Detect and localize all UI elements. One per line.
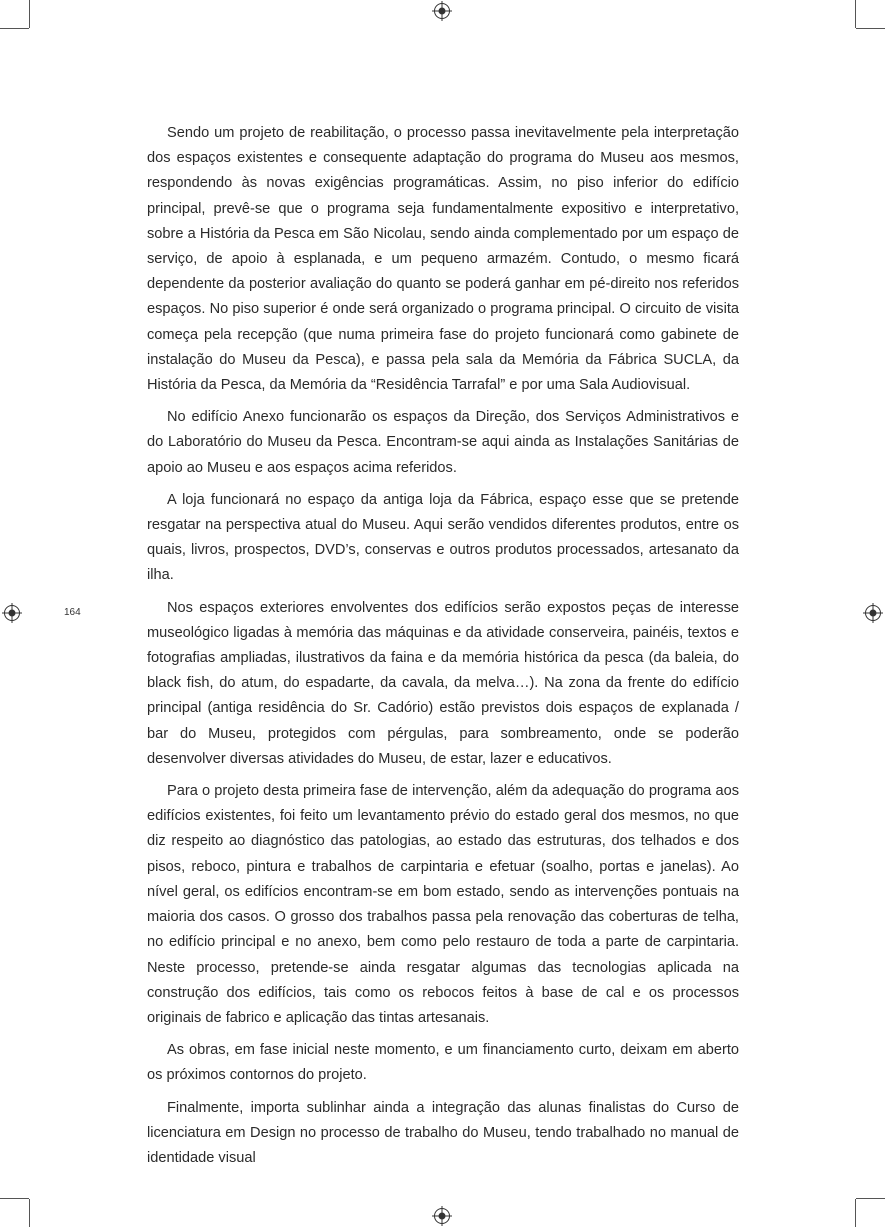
crop-mark-bottom-left-vertical — [29, 1199, 30, 1227]
registration-mark-top-icon — [434, 3, 450, 19]
crop-mark-bottom-right-vertical — [855, 1199, 856, 1227]
crop-mark-bottom-right-horizontal — [856, 1198, 885, 1199]
paragraph-2: No edifício Anexo funcionarão os espaços da Direção, dos Serviços Administrativos e do Laboratório do Museu da Pesca. Encontram-se aqui ainda as Instalações Sanitárias de apoio ao Museu e aos espaços acima referidos. — [147, 409, 739, 476]
crop-mark-top-left-vertical — [29, 0, 30, 28]
registration-mark-bottom-icon — [434, 1208, 450, 1224]
registration-mark-left-icon — [4, 605, 20, 621]
body-text — [147, 121, 739, 1178]
paragraph-3: A loja funcionará no espaço da antiga loja da Fábrica, espaço esse que se pretende resgatar na perspectiva atual do Museu. Aqui serão vendidos diferentes produtos, entre os quais, livros, prospectos, DVD’s, conservas e outros produtos processados, artesanato da ilha. — [147, 491, 739, 584]
paragraph-4: Nos espaços exteriores envolventes dos edifícios serão expostos peças de interesse museológico ligadas à memória das máquinas e da atividade conserveira, painéis, textos e fotografias ampliadas, ilustrativos da faina e da memória histórica da pesca (da baleia, do black fish, do atum, do espadarte, da cavala, da melva…). Na zona da frente do edifício principal (antiga residência do Sr. Cadório) estão previstos dois espaços de explanada / bar do Museu, protegidos com pérgulas, para sombreamento, onde se poderão desenvolver diversas atividades do Museu, de estar, lazer e educativos. — [147, 599, 739, 767]
crop-mark-bottom-left-horizontal — [0, 1198, 29, 1199]
crop-mark-top-right-vertical — [855, 0, 856, 28]
page-number: 164 — [64, 607, 81, 618]
crop-mark-top-right-horizontal — [856, 28, 885, 29]
paragraph-6: As obras, em fase inicial neste momento, e um financiamento curto, deixam em aberto os próximos contornos do projeto. — [147, 1042, 739, 1084]
paragraph-1: Sendo um projeto de reabilitação, o processo passa inevitavelmente pela interpretação dos espaços existentes e consequente adaptação do programa do Museu aos mesmos, respondendo às novas exigências programáticas. Assim, no piso inferior do edifício principal, prevê-se que o programa seja fundamentalmente expositivo e interpretativo, sobre a História da Pesca em São Nicolau, sendo ainda complementado por um espaço de serviço, de apoio à esplanada, e um pequeno armazém. Contudo, o mesmo ficará dependente da posterior avaliação do quanto se poderá ganhar em pé-direito nos referidos espaços. No piso superior é onde será organizado o programa principal. O circuito de visita começa pela recepção (que numa primeira fase do projeto funcionará como gabinete de instalação do Museu da Pesca), e passa pela sala da Memória da Fábrica SUCLA, da História da Pesca, da Memória da “Residência Tarrafal” e por uma Sala Audiovisual. — [147, 125, 739, 394]
paragraph-5: Para o projeto desta primeira fase de intervenção, além da adequação do programa aos edifícios existentes, foi feito um levantamento prévio do estado geral dos mesmos, no que diz respeito ao diagnóstico das patologias, ao estado das estruturas, dos telhados e dos pisos, reboco, pintura e trabalhos de carpintaria e efetuar (soalho, portas e janelas). Ao nível geral, os edifícios encontram-se em bom estado, sendo as intervenções pontuais na maioria dos casos. O grosso dos trabalhos passa pela renovação das coberturas de telha, no edifício principal e no anexo, bem como pelo restauro de toda a parte de carpintaria. Neste processo, pretende-se ainda resgatar algumas das tecnologias aplicada na construção dos edifícios, tais como os rebocos feitos à base de cal e os processos originais de fabrico e aplicação das tintas artesanais. — [147, 783, 739, 1026]
paragraph-7: Finalmente, importa sublinhar ainda a integração das alunas finalistas do Curso de licenciatura em Design no processo de trabalho do Museu, tendo trabalhado no manual de identidade visual — [147, 1099, 739, 1166]
crop-mark-top-left-horizontal — [0, 28, 29, 29]
registration-mark-right-icon — [865, 605, 881, 621]
